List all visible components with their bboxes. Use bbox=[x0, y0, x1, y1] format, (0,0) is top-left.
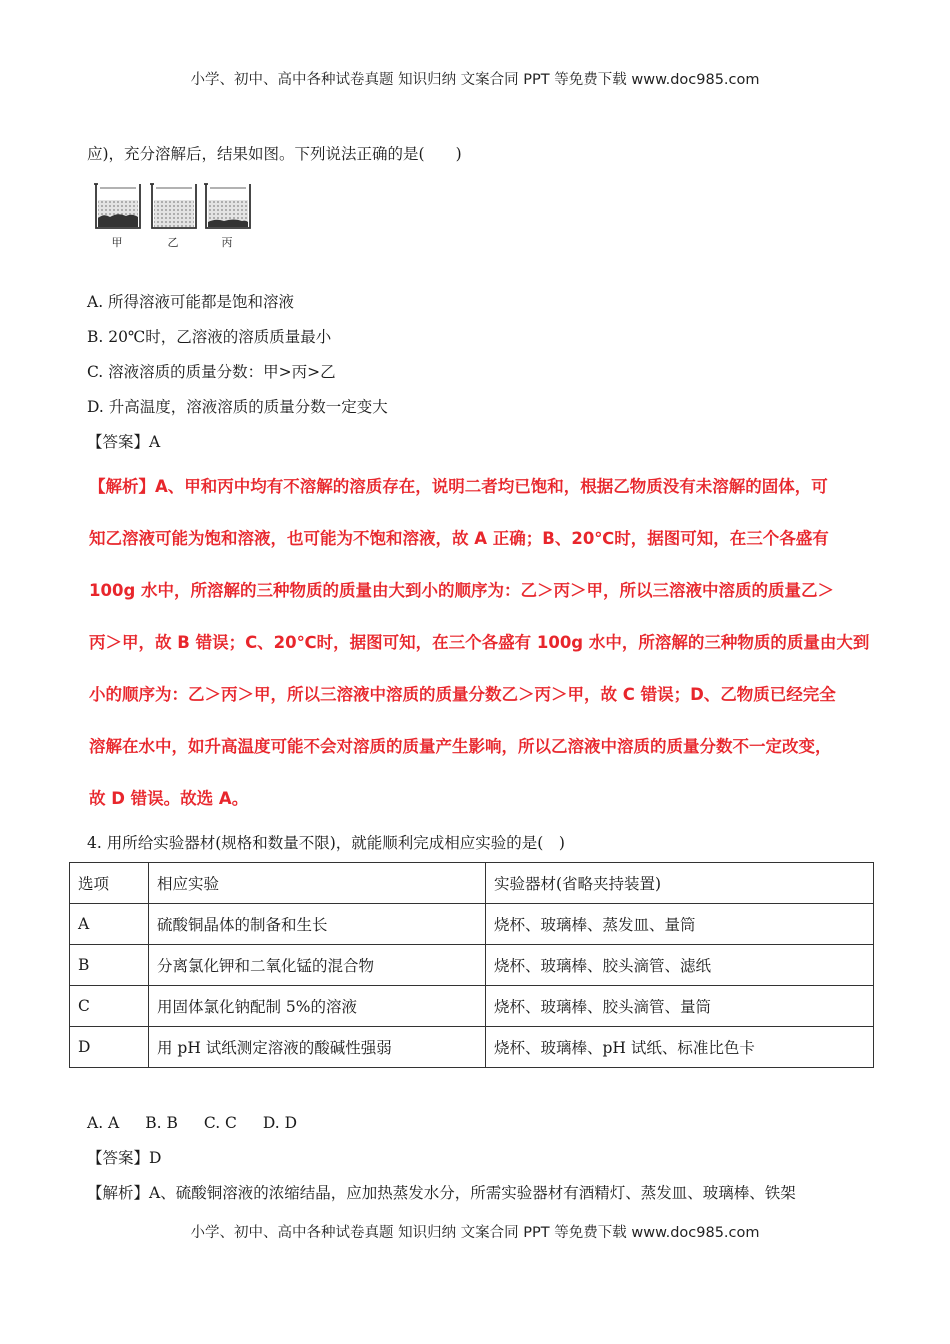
q3-analysis-line: 溶解在水中，如升高温度可能不会对溶质的质量产生影响，所以乙溶液中溶质的质量分数不一定改变， bbox=[89, 737, 832, 756]
table-cell: 用 pH 试纸测定溶液的酸碱性强弱 bbox=[149, 1027, 486, 1068]
q3-option-a: A. 所得溶液可能都是饱和溶液 bbox=[87, 293, 295, 311]
table-header-cell: 相应实验 bbox=[149, 863, 486, 904]
beaker-yi-icon bbox=[150, 184, 196, 228]
q4-option-d: D. D bbox=[262, 1114, 298, 1132]
q4-option-b: B. B bbox=[145, 1114, 178, 1132]
table-cell: 分离氯化钾和二氧化锰的混合物 bbox=[149, 945, 486, 986]
question-3-stem: 应)，充分溶解后，结果如图。下列说法正确的是( ) bbox=[87, 145, 462, 163]
table-header-cell: 实验器材(省略夹持装置) bbox=[486, 863, 874, 904]
q4-answer: 【答案】D bbox=[87, 1149, 162, 1167]
q3-answer: 【答案】A bbox=[87, 433, 161, 451]
table-row bbox=[70, 986, 874, 1027]
table-header-row bbox=[70, 863, 874, 904]
table-cell: 烧杯、玻璃棒、蒸发皿、量筒 bbox=[486, 904, 874, 945]
beaker-label-bing: 丙 bbox=[221, 236, 233, 249]
beaker-label-jia: 甲 bbox=[111, 236, 123, 249]
q4-options bbox=[87, 1113, 323, 1133]
question-4-stem: 4. 用所给实验器材(规格和数量不限)，就能顺利完成相应实验的是( ) bbox=[87, 834, 565, 852]
table-cell: 用固体氯化钠配制 5%的溶液 bbox=[149, 986, 486, 1027]
table-cell: B bbox=[70, 945, 149, 986]
table-cell: 烧杯、玻璃棒、pH 试纸、标准比色卡 bbox=[486, 1027, 874, 1068]
table-cell: 硫酸铜晶体的制备和生长 bbox=[149, 904, 486, 945]
q3-analysis-line: 故 D 错误。故选 A。 bbox=[89, 789, 249, 808]
q3-analysis-line: 100g 水中，所溶解的三种物质的质量由大到小的顺序为：乙＞丙＞甲，所以三溶液中溶质的质量乙＞ bbox=[89, 581, 834, 600]
q3-option-d: D. 升高温度，溶液溶质的质量分数一定变大 bbox=[87, 398, 388, 416]
page-footer: 小学、初中、高中各种试卷真题 知识归纳 文案合同 PPT 等免费下载 www.doc985.com bbox=[190, 1225, 760, 1241]
page-header: 小学、初中、高中各种试卷真题 知识归纳 文案合同 PPT 等免费下载 www.doc985.com bbox=[190, 72, 760, 88]
beaker-label-yi: 乙 bbox=[167, 236, 179, 249]
beakers-figure bbox=[92, 180, 264, 250]
q4-option-c: C. C bbox=[203, 1114, 237, 1132]
table-cell: D bbox=[70, 1027, 149, 1068]
equipment-table bbox=[69, 862, 874, 1068]
q3-option-b: B. 20℃时，乙溶液的溶质质量最小 bbox=[87, 328, 332, 346]
q3-option-c: C. 溶液溶质的质量分数：甲>丙>乙 bbox=[87, 363, 336, 381]
beaker-jia-icon bbox=[94, 184, 140, 228]
q3-analysis bbox=[89, 461, 879, 825]
table-row bbox=[70, 945, 874, 986]
table-row bbox=[70, 904, 874, 945]
q3-analysis-line: 丙＞甲，故 B 错误；C、20℃时，据图可知，在三个各盛有 100g 水中，所溶解的三种物质的质量由大到 bbox=[89, 633, 870, 652]
beaker-bing-icon bbox=[204, 184, 250, 228]
q3-analysis-line: 【解析】A、甲和丙中均有不溶解的溶质存在，说明二者均已饱和，根据乙物质没有未溶解的固体，可 bbox=[89, 477, 828, 496]
table-cell: A bbox=[70, 904, 149, 945]
table-cell: 烧杯、玻璃棒、胶头滴管、滤纸 bbox=[486, 945, 874, 986]
q3-analysis-line: 知乙溶液可能为饱和溶液，也可能为不饱和溶液，故 A 正确；B、20℃时，据图可知，在三个各盛有 bbox=[89, 529, 829, 548]
table-header-cell: 选项 bbox=[70, 863, 149, 904]
table-cell: C bbox=[70, 986, 149, 1027]
q4-option-a: A. A bbox=[87, 1114, 120, 1132]
q4-analysis: 【解析】A、硫酸铜溶液的浓缩结晶，应加热蒸发水分，所需实验器材有酒精灯、蒸发皿、玻璃棒、铁架 bbox=[87, 1184, 796, 1202]
table-cell: 烧杯、玻璃棒、胶头滴管、量筒 bbox=[486, 986, 874, 1027]
q3-analysis-line: 小的顺序为：乙＞丙＞甲，所以三溶液中溶质的质量分数乙＞丙＞甲，故 C 错误；D、乙物质已经完全 bbox=[89, 685, 836, 704]
table-row bbox=[70, 1027, 874, 1068]
